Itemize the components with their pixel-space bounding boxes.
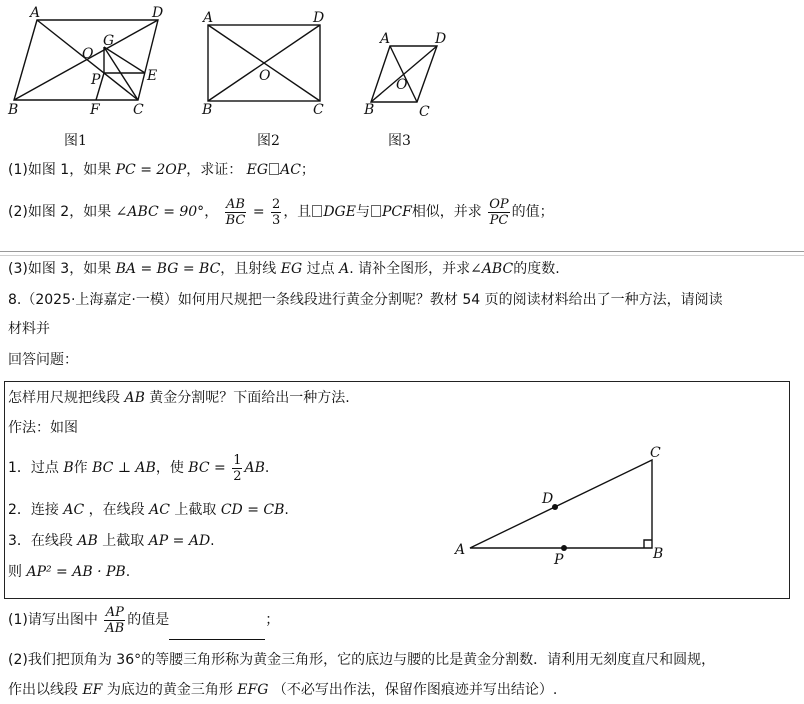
- fig2-caption: 图2: [257, 133, 280, 149]
- sub-question-2-line-2: 作出以线段 EF 为底边的黄金三角形 EFG （不必写出作法，保留作图痕迹并写出结论）.: [8, 682, 558, 698]
- fig3-label-C: C: [419, 104, 430, 120]
- problem-8-line-3: 回答问题：: [8, 352, 78, 368]
- fig2-label-C: C: [313, 102, 324, 118]
- fig1-label-B: B: [8, 102, 19, 118]
- fig4-label-D: D: [542, 491, 554, 507]
- fraction-1-2: $\frac{1}{2}$: [233, 452, 242, 484]
- fig3-caption: 图3: [388, 133, 411, 149]
- fig2-label-D: D: [313, 10, 325, 26]
- figure-golden-triangle: [440, 436, 680, 576]
- fig1-label-C: C: [133, 102, 144, 118]
- fig3-label-O: O: [396, 77, 408, 93]
- question-3: (3)如图 3，如果 BA = BG = BC，且射线 EG 过点 A. 请补全图形，并求∠ABC的度数.: [8, 261, 560, 277]
- fig2-label-O: O: [259, 68, 271, 84]
- point-p: [561, 545, 567, 551]
- fig1-label-P: P: [91, 72, 101, 88]
- figure-1: [0, 0, 170, 125]
- figure-3: [355, 0, 455, 125]
- fig2-label-B: B: [202, 102, 213, 118]
- box-step-2: 2．连接 AC ，在线段 AC 上截取 CD = CB.: [8, 502, 289, 518]
- answer-blank[interactable]: [169, 625, 265, 640]
- box-step-3: 3．在线段 AB 上截取 AP = AD.: [8, 533, 215, 549]
- question-1: (1)如图 1，如果 PC = 2OP，求证： EG AC；: [8, 162, 315, 178]
- fraction-ab-bc: $\frac{AB}{BC}$: [225, 196, 246, 228]
- fraction-op-pc: $\frac{OP}{PC}$: [489, 196, 509, 228]
- fig4-label-C: C: [650, 445, 661, 461]
- sub-question-1: (1)请写出图中 $\frac{AP}{AB}$ 的值是 ；: [8, 600, 279, 640]
- problem-8-line-2: 材料并: [8, 321, 50, 337]
- fig4-label-P: P: [554, 552, 564, 568]
- box-conclusion: 则 AP² = AB · PB.: [8, 564, 131, 580]
- box-method: 作法：如图: [8, 420, 78, 436]
- page-break-line-2: [0, 255, 804, 256]
- page-break-line: [0, 251, 804, 252]
- sub-question-2-line-1: (2)我们把顶角为 36°的等腰三角形称为黄金三角形，它的底边与腰的比是黄金分割数．请利用无刻度直尺和圆规，: [8, 652, 716, 668]
- question-2: (2)如图 2，如果 ∠ABC = 90°， $\frac{AB}{BC}$ = $\frac{2}{3}$ ，且 DGE与 PCF相似，并求 $\frac{OP}{PC}$ 的值；: [8, 196, 554, 228]
- problem-8-line-1: 8.（2025·上海嘉定·一模）如何用尺规把一条线段进行黄金分割呢？教材 54 页的阅读材料给出了一种方法，请阅读: [8, 292, 723, 308]
- fig4-label-B: B: [653, 546, 664, 562]
- fig3-label-D: D: [435, 31, 447, 47]
- box-step-1: 1．过点 B作 BC ⊥ AB，使 BC = $\frac{1}{2}$ AB.: [8, 452, 270, 484]
- fig1-caption: 图1: [64, 133, 87, 149]
- fig4-label-A: A: [455, 542, 466, 558]
- fraction-ap-ab: $\frac{AP}{AB}$: [105, 604, 125, 636]
- box-title: 怎样用尺规把线段 AB 黄金分割呢？下面给出一种方法.: [8, 390, 350, 406]
- fig2-label-A: A: [203, 10, 214, 26]
- fig1-label-D: D: [152, 5, 164, 21]
- fig3-label-A: A: [380, 31, 391, 47]
- fig1-label-F: F: [90, 102, 100, 118]
- fig1-label-A: A: [30, 5, 41, 21]
- fig1-label-G: G: [103, 33, 115, 49]
- fig3-label-B: B: [364, 102, 375, 118]
- fig1-label-O: O: [82, 46, 94, 62]
- fig1-label-E: E: [147, 68, 158, 84]
- figure-2: [195, 0, 340, 125]
- fraction-2-3: $\frac{2}{3}$: [272, 196, 281, 228]
